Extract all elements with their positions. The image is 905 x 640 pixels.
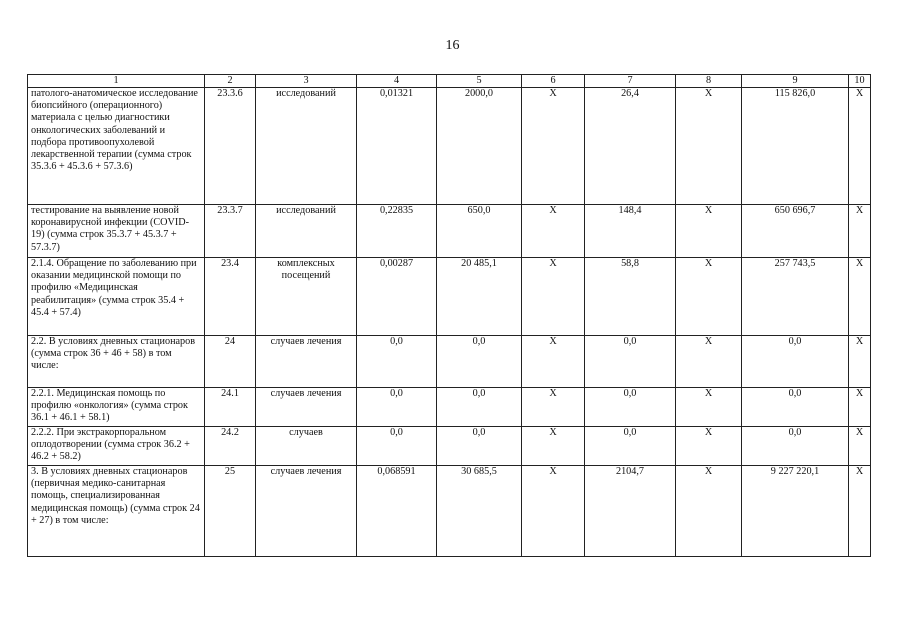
row-col5: 2000,0 [437, 88, 522, 205]
row-name: 2.2.2. При экстракорпоральном оплодотворении (сумма строк 36.2 + 46.2 + 58.2) [28, 427, 205, 466]
row-name: тестирование на выявление новой коронавирусной инфекции (COVID-19) (сумма строк 35.3.7 + 45.3.7 + 57.3.7) [28, 205, 205, 258]
row-col9: 257 743,5 [742, 258, 849, 336]
row-unit: случаев [256, 427, 357, 466]
row-col5: 0,0 [437, 388, 522, 427]
row-col4: 0,01321 [357, 88, 437, 205]
row-col5: 0,0 [437, 427, 522, 466]
table-row [28, 388, 871, 427]
row-col9: 9 227 220,1 [742, 466, 849, 557]
row-code: 24 [205, 336, 256, 388]
row-col4: 0,22835 [357, 205, 437, 258]
table-row [28, 258, 871, 336]
row-col6: Х [522, 427, 585, 466]
row-name: 2.1.4. Обращение по заболеванию при оказании медицинской помощи по профилю «Медицинская реабилитация» (сумма строк 35.4 + 45.4 + 57.4) [28, 258, 205, 336]
row-col10: Х [849, 388, 871, 427]
column-number-row [28, 75, 871, 88]
column-header: 8 [676, 75, 742, 88]
row-name: патолого-анатомическое исследование биопсийного (операционного) материала с целью диагностики онкологических заболеваний и подбора противоопухолевой лекарственной терапии (сумма строк 35.3.6 + 45.3.6 + 57.3.6) [28, 88, 205, 205]
row-unit: случаев лечения [256, 388, 357, 427]
row-col7: 148,4 [585, 205, 676, 258]
row-col8: Х [676, 466, 742, 557]
row-col10: Х [849, 466, 871, 557]
row-col7: 0,0 [585, 388, 676, 427]
column-header: 9 [742, 75, 849, 88]
row-unit: исследований [256, 205, 357, 258]
row-code: 25 [205, 466, 256, 557]
row-col5: 650,0 [437, 205, 522, 258]
row-col8: Х [676, 258, 742, 336]
table-row [28, 205, 871, 258]
row-col4: 0,068591 [357, 466, 437, 557]
row-col7: 2104,7 [585, 466, 676, 557]
row-code: 23.3.7 [205, 205, 256, 258]
column-header: 6 [522, 75, 585, 88]
row-col8: Х [676, 388, 742, 427]
row-code: 24.1 [205, 388, 256, 427]
row-col5: 0,0 [437, 336, 522, 388]
row-col8: Х [676, 336, 742, 388]
row-col4: 0,00287 [357, 258, 437, 336]
row-col4: 0,0 [357, 336, 437, 388]
row-col10: Х [849, 258, 871, 336]
row-unit: случаев лечения [256, 336, 357, 388]
row-code: 23.3.6 [205, 88, 256, 205]
column-header: 7 [585, 75, 676, 88]
row-col10: Х [849, 336, 871, 388]
row-col8: Х [676, 205, 742, 258]
row-col8: Х [676, 88, 742, 205]
row-col8: Х [676, 427, 742, 466]
row-col5: 20 485,1 [437, 258, 522, 336]
row-code: 24.2 [205, 427, 256, 466]
row-col6: Х [522, 88, 585, 205]
row-name: 2.2. В условиях дневных стационаров (сумма строк 36 + 46 + 58) в том числе: [28, 336, 205, 388]
table-row [28, 466, 871, 557]
row-col9: 115 826,0 [742, 88, 849, 205]
row-col10: Х [849, 205, 871, 258]
row-name: 3. В условиях дневных стационаров (первичная медико-санитарная помощь, специализированная медицинская помощь) (сумма строк 24 + 27) в том числе: [28, 466, 205, 557]
table-row [28, 427, 871, 466]
row-col4: 0,0 [357, 388, 437, 427]
column-header: 5 [437, 75, 522, 88]
row-col6: Х [522, 258, 585, 336]
row-unit: случаев лечения [256, 466, 357, 557]
row-col9: 0,0 [742, 388, 849, 427]
row-col6: Х [522, 466, 585, 557]
row-col10: Х [849, 427, 871, 466]
row-code: 23.4 [205, 258, 256, 336]
row-col9: 650 696,7 [742, 205, 849, 258]
row-col5: 30 685,5 [437, 466, 522, 557]
table-row [28, 88, 871, 205]
row-col6: Х [522, 388, 585, 427]
column-header: 1 [28, 75, 205, 88]
row-col6: Х [522, 336, 585, 388]
row-col6: Х [522, 205, 585, 258]
row-unit: исследований [256, 88, 357, 205]
table-row [28, 336, 871, 388]
row-col9: 0,0 [742, 336, 849, 388]
row-col7: 0,0 [585, 427, 676, 466]
row-name: 2.2.1. Медицинская помощь по профилю «онкология» (сумма строк 36.1 + 46.1 + 58.1) [28, 388, 205, 427]
row-col10: Х [849, 88, 871, 205]
row-col9: 0,0 [742, 427, 849, 466]
column-header: 2 [205, 75, 256, 88]
column-header: 4 [357, 75, 437, 88]
row-unit: комплексных посещений [256, 258, 357, 336]
column-header: 3 [256, 75, 357, 88]
row-col7: 58,8 [585, 258, 676, 336]
row-col7: 26,4 [585, 88, 676, 205]
page-number: 16 [445, 38, 460, 53]
row-col4: 0,0 [357, 427, 437, 466]
column-header: 10 [849, 75, 871, 88]
data-table [27, 74, 871, 557]
row-col7: 0,0 [585, 336, 676, 388]
